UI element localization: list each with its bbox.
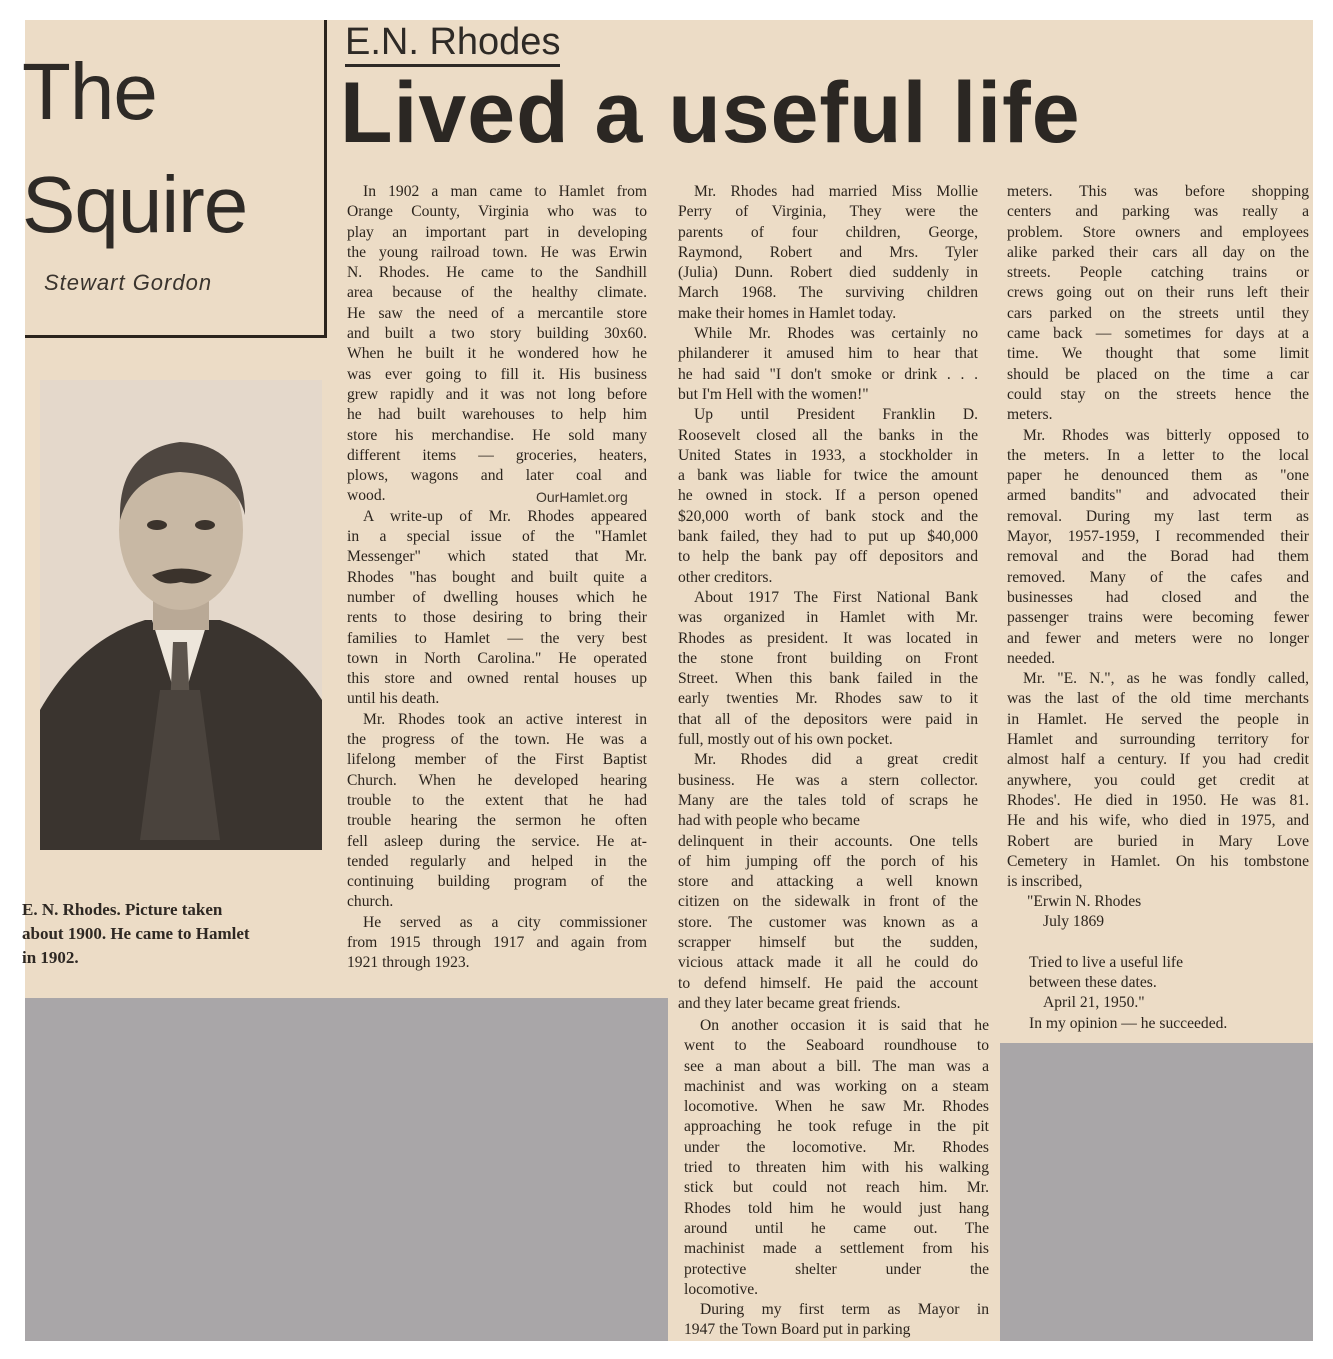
article-text-line: In 1902 a man came to Hamlet from xyxy=(363,183,647,200)
article-text-line: trouble hearing the sermon he often xyxy=(347,812,647,830)
article-text-line: that all of the depositors were paid in xyxy=(678,710,978,728)
article-text-line: tried to threaten him with his walking xyxy=(684,1159,989,1177)
article-text-line: Mr. Rhodes took an active interest in xyxy=(363,710,647,728)
article-text-line: Messenger" which stated that Mr. xyxy=(347,548,647,566)
article-text-line: Rhodes "has bought and built quite a xyxy=(347,568,647,586)
article-text-line: meters. This was before shopping xyxy=(1007,183,1309,200)
article-text-line: Mr. Rhodes did a great credit xyxy=(694,751,978,769)
epitaph-line: July 1869 xyxy=(1043,913,1105,931)
column-title-the: The xyxy=(22,47,157,136)
article-text-line: should be placed on the time a car xyxy=(1007,365,1309,383)
article-text-line: N. Rhodes. He came to the Sandhill xyxy=(347,264,647,282)
epitaph-line: "Erwin N. Rhodes xyxy=(1027,893,1142,910)
article-text-line: this store and owned rental houses up xyxy=(347,670,647,688)
article-text-line: During my first term as Mayor in xyxy=(700,1301,989,1319)
epitaph-line: In my opinion — he succeeded. xyxy=(1029,1014,1228,1032)
caption-line: about 1900. He came to Hamlet xyxy=(22,924,250,943)
article-text-line: About 1917 The First National Bank xyxy=(694,588,978,606)
article-text-line: the stone front building on Front xyxy=(678,649,978,667)
article-text-line: anywhere, you could get credit at xyxy=(1007,771,1309,789)
article-text-line: was organized in Hamlet with Mr. xyxy=(678,609,978,627)
article-text-line: tended regularly and helped in the xyxy=(347,852,647,870)
column-title-squire: Squire xyxy=(22,160,248,249)
article-text-line: to help the bank pay off depositors and xyxy=(678,548,978,566)
article-text-line: Raymond, Robert and Mrs. Tyler xyxy=(678,243,978,261)
article-text-line: see a man about a bill. The man was a xyxy=(684,1057,989,1075)
article-text-line: store his merchandise. He sold many xyxy=(347,426,647,444)
article-text-line: he owned in stock. If a person opened xyxy=(678,487,978,505)
article-text-line: he had built warehouses to help him xyxy=(347,406,647,424)
article-text-line: cars parked on the streets until they xyxy=(1007,304,1309,322)
article-text-line: delinquent in their accounts. One tells xyxy=(678,832,978,850)
epitaph-line: Tried to live a useful life xyxy=(1029,953,1184,971)
article-column-3 xyxy=(684,1016,989,1341)
article-text-line: he had said "I don't smoke or drink . . . xyxy=(678,365,978,383)
article-text-line: meters. xyxy=(1007,406,1053,424)
epitaph-line xyxy=(1007,933,1309,953)
article-text-line: removed. Many of the cafes and xyxy=(1007,568,1309,586)
article-text-line: When he built it he wondered how he xyxy=(347,345,647,363)
article-text-line: Cemetery in Hamlet. On his tombstone xyxy=(1007,852,1309,870)
article-text-line: passenger trains were becoming fewer xyxy=(1007,609,1309,627)
article-text-line: families to Hamlet — the very best xyxy=(347,629,647,647)
article-text-line: full, mostly out of his own pocket. xyxy=(678,731,893,749)
article-text-line: the meters. In a letter to the local xyxy=(1007,446,1309,464)
article-text-line: church. xyxy=(347,893,394,911)
article-text-line: other creditors. xyxy=(678,568,773,586)
article-text-line: came back — sometimes for days at a xyxy=(1007,325,1309,343)
article-text-line: from 1915 through 1917 and again from xyxy=(347,933,647,951)
article-text-line: On another occasion it is said that he xyxy=(700,1017,989,1034)
article-text-line: Rhodes told him he would just hang xyxy=(684,1199,989,1217)
article-text-line: Robert are buried in Mary Love xyxy=(1007,832,1309,850)
article-text-line: the young railroad town. He was Erwin xyxy=(347,243,647,261)
article-text-line: Perry of Virginia, They were the xyxy=(678,203,978,221)
article-text-line: armed bandits" and advocated their xyxy=(1007,487,1309,505)
article-text-line: area because of the healthy climate. xyxy=(347,284,647,302)
article-text-line: Mr. Rhodes was bitterly opposed to xyxy=(1023,426,1309,444)
article-text-line: the progress of the town. He was a xyxy=(347,731,647,749)
article-text-line: Many are the tales told of scraps he xyxy=(678,791,978,809)
article-text-line: bank failed, they had to put up $40,000 xyxy=(678,528,978,546)
article-text-line: to defend himself. He paid the account xyxy=(678,974,978,992)
article-text-line: protective shelter under the xyxy=(684,1260,989,1278)
article-text-line: and fewer and meters were no longer xyxy=(1007,629,1309,647)
article-text-line: crews going out on their runs left their xyxy=(1007,284,1309,302)
portrait-photo xyxy=(40,380,322,850)
article-text-line: philanderer it amused him to hear that xyxy=(678,345,978,363)
article-text-line: grew rapidly and it was not long before xyxy=(347,385,647,403)
article-text-line: was the last of the old time merchants xyxy=(1007,690,1309,708)
article-text-line: He and his wife, who died in 1975, and xyxy=(1007,812,1309,830)
article-text-line: businesses had closed and the xyxy=(1007,588,1309,606)
article-text-line: until his death. xyxy=(347,690,440,708)
article-text-line: March 1968. The surviving children xyxy=(678,284,978,302)
article-text-line: time. We thought that some limit xyxy=(1007,345,1309,363)
article-text-line: locomotive. When he saw Mr. Rhodes xyxy=(684,1098,989,1116)
article-text-line: machinist and was working on a steam xyxy=(684,1077,989,1095)
article-text-line: stick but could not reach him. Mr. xyxy=(684,1179,989,1197)
article-text-line: $20,000 worth of bank stock and the xyxy=(678,507,978,525)
article-text-line: number of dwelling houses which he xyxy=(347,588,647,606)
article-text-line: a bank was liable for twice the amount xyxy=(678,467,978,485)
article-text-line: store and attacking a well known xyxy=(678,873,978,891)
article-text-line: lifelong member of the First Baptist xyxy=(347,751,647,769)
article-text-line: store. The customer was known as a xyxy=(678,913,978,931)
article-kicker: E.N. Rhodes xyxy=(345,20,560,67)
article-text-line: around until he came out. The xyxy=(684,1219,989,1237)
article-text-line: parents of four children, George, xyxy=(678,223,978,241)
article-text-line: town in North Carolina." He operated xyxy=(347,649,647,667)
article-text-line: locomotive. xyxy=(684,1280,759,1298)
article-column-1 xyxy=(347,182,647,974)
article-text-line: almost half a century. If you had credit xyxy=(1007,751,1309,769)
article-text-line: (Julia) Dunn. Robert died suddenly in xyxy=(678,264,978,282)
article-text-line: was ever going to fill it. His business xyxy=(347,365,647,383)
article-text-line: but I'm Hell with the women!" xyxy=(678,385,869,403)
article-text-line: early twenties Mr. Rhodes saw to it xyxy=(678,690,978,708)
article-text-line: is inscribed, xyxy=(1007,873,1083,891)
article-text-line: Rhodes'. He died in 1950. He was 81. xyxy=(1007,791,1309,809)
article-text-line: While Mr. Rhodes was certainly no xyxy=(694,325,978,343)
epitaph-quote xyxy=(1007,892,1309,1034)
article-text-line: went to the Seaboard roundhouse to xyxy=(684,1037,989,1055)
article-text-line: machinist made a settlement from his xyxy=(684,1240,989,1258)
article-text-line: He served as a city commissioner xyxy=(363,913,647,931)
photo-caption xyxy=(22,898,327,970)
article-text-line: Mayor, 1957-1959, I recommended their xyxy=(1007,528,1309,546)
article-text-line: Hamlet and surrounding territory for xyxy=(1007,731,1309,749)
article-text-line: wood. xyxy=(347,487,386,505)
article-text-line: problem. Store owners and employees xyxy=(1007,223,1309,241)
article-column-2 xyxy=(678,182,978,1014)
article-text-line: fell asleep during the service. He at- xyxy=(347,832,647,850)
article-text-line: scrapper himself but the sudden, xyxy=(678,933,978,951)
article-text-line: A write-up of Mr. Rhodes appeared xyxy=(363,507,647,525)
article-text-line: 1921 through 1923. xyxy=(347,954,470,972)
article-text-line: under the locomotive. Mr. Rhodes xyxy=(684,1138,989,1156)
article-text-line: alike parked their cars all day on the xyxy=(1007,243,1309,261)
article-text-line: different items — groceries, heaters, xyxy=(347,446,647,464)
article-text-line: centers and parking was really a xyxy=(1007,203,1309,221)
article-text-line: Mr. Rhodes had married Miss Mollie xyxy=(694,183,978,200)
article-text-line: Up until President Franklin D. xyxy=(694,406,978,424)
article-text-line: Roosevelt closed all the banks in the xyxy=(678,426,978,444)
article-text-line: Rhodes as president. It was located in xyxy=(678,629,978,647)
article-text-line: rents to those desiring to bring their xyxy=(347,609,647,627)
epitaph-line: between these dates. xyxy=(1029,974,1157,992)
article-text-line: make their homes in Hamlet today. xyxy=(678,304,897,322)
article-text-line: Street. When this bank failed in the xyxy=(678,670,978,688)
article-text-line: trouble to the extent that he had xyxy=(347,791,647,809)
article-text-line: of him jumping off the porch of his xyxy=(678,852,978,870)
article-text-line: needed. xyxy=(1007,649,1056,667)
epitaph-line: April 21, 1950." xyxy=(1043,994,1145,1012)
article-text-line: United States in 1933, a stockholder in xyxy=(678,446,978,464)
article-text-line: in a special issue of the "Hamlet xyxy=(347,528,647,546)
article-text-line: vicious attack made it all he could do xyxy=(678,954,978,972)
article-column-4 xyxy=(1007,182,1309,892)
article-text-line: Church. When he developed hearing xyxy=(347,771,647,789)
article-text-line: play an important part in developing xyxy=(347,223,647,241)
article-text-line: paper he denounced them as "one xyxy=(1007,467,1309,485)
article-text-line: could stay on the streets hence the xyxy=(1007,385,1309,403)
article-text-line: removal. During my last term as xyxy=(1007,507,1309,525)
article-text-line: continuing building program of the xyxy=(347,873,647,891)
portrait-illustration xyxy=(40,380,322,850)
article-text-line: business. He was a stern collector. xyxy=(678,771,978,789)
caption-line: in 1902. xyxy=(22,948,79,967)
article-text-line: had with people who became xyxy=(678,812,860,830)
article-text-line: Mr. "E. N.", as he was fondly called, xyxy=(1023,670,1309,688)
article-text-line: streets. People catching trains or xyxy=(1007,264,1309,282)
site-watermark: OurHamlet.org xyxy=(536,489,628,505)
article-text-line: citizen on the sidewalk in front of the xyxy=(678,893,978,911)
article-headline: Lived a useful life xyxy=(340,65,1081,161)
article-text-line: He saw the need of a mercantile store xyxy=(347,304,647,322)
caption-line: E. N. Rhodes. Picture taken xyxy=(22,900,223,919)
article-text-line: and they later became great friends. xyxy=(678,994,901,1012)
article-text-line: in Hamlet. He served the people in xyxy=(1007,710,1309,728)
article-text-line: and built a two story building 30x60. xyxy=(347,325,647,343)
article-text-line: approaching he took refuge in the pit xyxy=(684,1118,989,1136)
article-text-line: removal and the Borad had them xyxy=(1007,548,1309,566)
article-text-line: 1947 the Town Board put in parking xyxy=(684,1321,911,1339)
article-text-line: Orange County, Virginia who was to xyxy=(347,203,647,221)
article-text-line: plows, wagons and later coal and xyxy=(347,467,647,485)
column-author: Stewart Gordon xyxy=(44,270,213,295)
